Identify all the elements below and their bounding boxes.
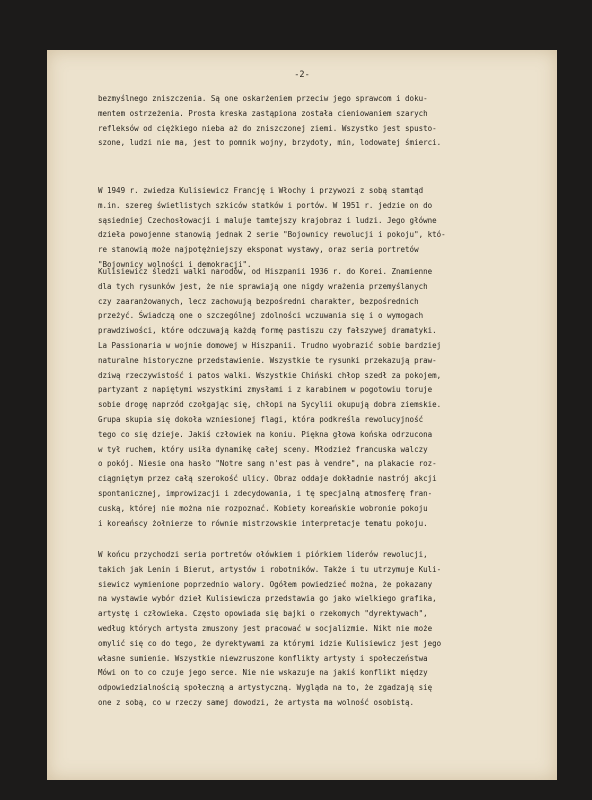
- text-line: La Passionaria w wojnie domowej w Hiszpanii. Trudno wyobrazić sobie bardziej: [98, 340, 442, 350]
- page-number: -2-: [294, 70, 310, 80]
- text-line: dzieła powojenne stanowią jednak 2 serie "Bojownicy rewolucji i pokoju", któ-: [98, 230, 446, 240]
- text-line: na wystawie wybór dzieł Kulisiewicza przedstawia go jako wielkiego grafika,: [98, 594, 437, 604]
- text-line: Mówi on to co czuje jego serce. Nie nie wskazuje na jakiś konflikt między: [98, 668, 428, 678]
- text-line: artystę i człowieka. Często opowiada się bajki o rzekomych "dyrektywach",: [98, 609, 428, 619]
- text-line: Grupa skupia się dokoła wzniesionej flagi, która podkreśla rewolucyjność: [98, 414, 424, 424]
- text-line: partyzant z napiętymi wszystkimi zmysłami i z karabinem w pogotowiu toruje: [98, 385, 433, 395]
- text-line: i koreańscy żołnierze to równie mistrzowskie interpretacje tematu pokoju.: [98, 518, 428, 528]
- text-line: W 1949 r. zwiedza Kulisiewicz Francję i Włochy i przywozi z sobą stamtąd: [98, 186, 424, 195]
- text-line: spontanicznej, improwizacji i zdecydowania, i tę specjalną atmosferę fran-: [98, 488, 433, 498]
- paragraph-3: [98, 265, 553, 531]
- text-line: W końcu przychodzi seria portretów ołówkiem i piórkiem liderów rewolucji,: [98, 550, 428, 559]
- text-line: odpowiedzialnością społeczną a artystyczną. Wygląda na to, że zgadzają się: [98, 683, 433, 693]
- paragraph-4: [98, 548, 553, 711]
- text-line: siewicz wymienione poprzednio walory. Ogółem powiedzieć można, że pokazany: [98, 579, 433, 589]
- text-line: czy zaaranżowanych, lecz zachowują bezpośredni charakter, bezpośrednich: [98, 296, 419, 306]
- text-line: re stanowią może najpotężniejszy eksponat wystawy, oraz seria portretów: [98, 245, 419, 255]
- text-line: one z sobą, co w rzeczy samej dowodzi, że artysta ma wolność osobistą.: [98, 697, 415, 707]
- text-line: mentem ostrzeżenia. Prosta kreska zastąpiona została cieniowaniem szarych: [98, 108, 428, 118]
- text-line: szone, ludzi nie ma, jest to pomnik wojny, brzydoty, min, lodowatej śmierci.: [98, 138, 442, 148]
- text-line: refleksów od ciężkiego nieba aż do zniszczonej ziemi. Wszystko jest spusto-: [98, 123, 437, 133]
- paragraph-2: [98, 184, 553, 273]
- text-line: Kulisiewicz śledzi walki narodów, od Hiszpanii 1936 r. do Korei. Znamienne: [98, 267, 433, 276]
- text-line: "Bojownicy wolności i demokracji".: [98, 259, 252, 269]
- text-line: dla tych rysunków jest, że nie sprawiają one nigdy wrażenia przemyślanych: [98, 281, 428, 291]
- text-line: sąsiedniej Czechosłowacji i maluje tamtejszy krajobraz i ludzi. Jego główne: [98, 215, 437, 225]
- paragraph-1: [98, 92, 553, 151]
- text-line: w tył ruchem, który usiła dynamikę całej sceny. Młodzież francuska walczy: [98, 444, 428, 454]
- text-line: cuską, której nie można nie rozpoznać. Kobiety koreańskie wobronie pokoju: [98, 503, 428, 513]
- text-line: bezmyślnego zniszczenia. Są one oskarżeniem przeciw jego sprawcom i doku-: [98, 94, 428, 103]
- text-line: omylić się co do tego, że dyrektywami za którymi idzie Kulisiewicz jest jego: [98, 638, 442, 648]
- text-line: m.in. szereg świetlistych szkiców statków i portów. W 1951 r. jedzie on do: [98, 200, 433, 210]
- text-line: dziwą rzeczywistość i patos walki. Wszystkie Chiński chłop szedł za pokojem,: [98, 370, 442, 380]
- text-line: sobie drogę naprzód czołgając się, chłopi na Sycylii okupują dobra ziemskie.: [98, 400, 442, 410]
- text-line: według których artysta zmuszony jest pracować w socjalizmie. Nikt nie może: [98, 623, 433, 633]
- text-line: własne sumienie. Wszystkie niewzruszone konflikty artysty i społeczeństwa: [98, 653, 428, 663]
- text-line: o pokój. Niesie ona hasło "Notre sang n'est pas à vendre", na plakacie roz-: [98, 459, 437, 469]
- text-line: prawdziwości, które odczuwają każdą formę pastiszu czy fałszywej dramatyki.: [98, 326, 437, 336]
- text-line: takich jak Lenin i Bierut, artystów i robotników. Także i tu utrzymuje Kuli-: [98, 564, 442, 574]
- text-line: naturalne historyczne przedstawienie. Wszystkie te rysunki przekazują praw-: [98, 355, 437, 365]
- text-line: ciągniętym przez całą szerokość ulicy. Obraz oddaje dokładnie nastrój akcji: [98, 474, 437, 484]
- text-line: tego co się dzieje. Jakiś człowiek na koniu. Piękna głowa końska odrzucona: [98, 429, 433, 439]
- text-line: przeżyć. Świadczą one o szczególnej zdolności wczuwania się i o wymogach: [98, 311, 424, 321]
